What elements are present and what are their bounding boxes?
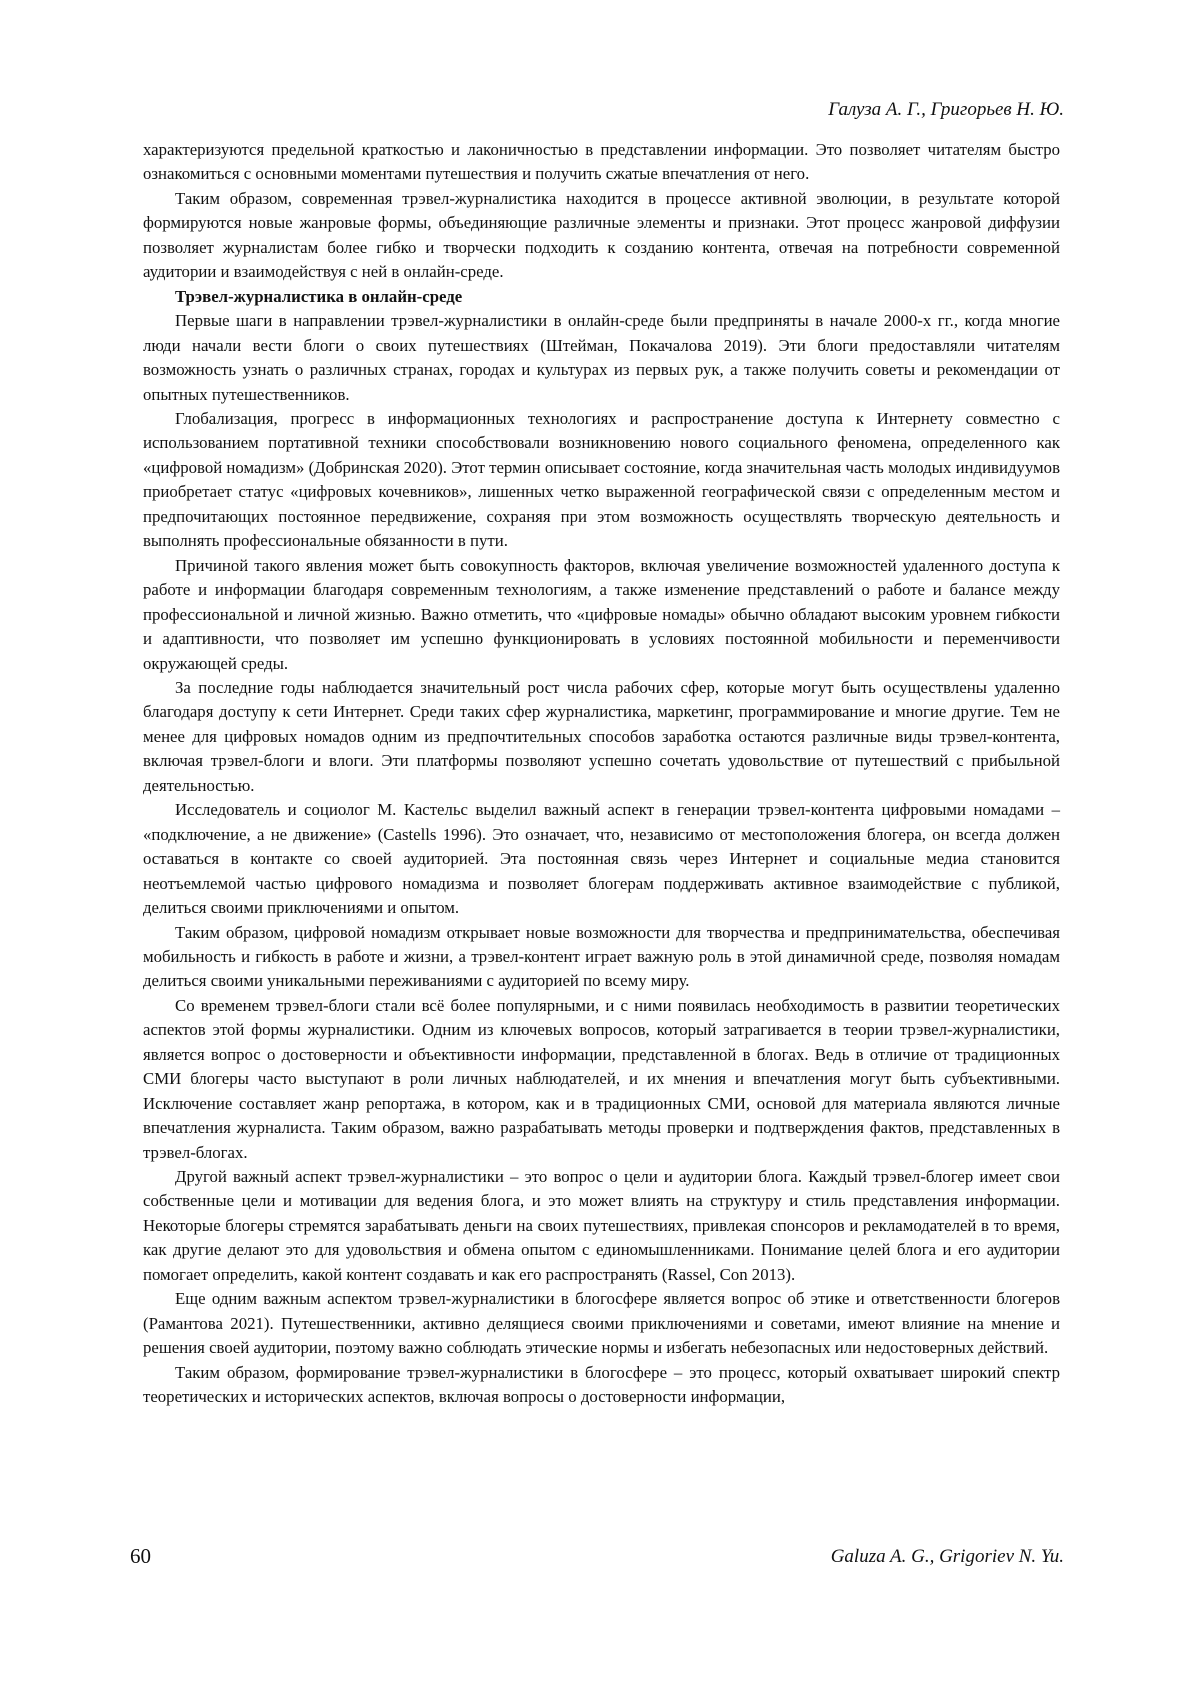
paragraph: Первые шаги в направлении трэвел-журналистики в онлайн-среде были предприняты в начале 2000-х гг., когда многие люди начали вести блоги о своих путешествиях (Штейман, Покачалова 2019). Эти блоги предоставляли читателям возможность узнать о различных странах, городах и культурах из первых рук, а также получить советы и рекомендации от опытных путешественников.	[143, 311, 1060, 404]
paragraph: Еще одним важным аспектом трэвел-журналистики в блогосфере является вопрос об этике и ответственности блогеров (Рамантова 2021). Путешественники, активно делящиеся своими приключениями и советами, имеют влияние на мнение и решения своей аудитории, поэтому важно соблюдать этические нормы и избегать небезопасных или недостоверных действий.	[143, 1289, 1060, 1358]
paragraph: За последние годы наблюдается значительный рост числа рабочих сфер, которые могут быть осуществлены удаленно благодаря доступу к сети Интернет. Среди таких сфер журналистика, маркетинг, программирование и многие другие. Тем не менее для цифровых номадов одним из предпочтительных способов заработка остаются различные виды трэвел-контента, включая трэвел-блоги и влоги. Эти платформы позволяют успешно сочетать удовольствие от путешествий с прибыльной деятельностью.	[143, 677, 1060, 795]
footer-authors: Galuza A. G., Grigoriev N. Yu.	[830, 1546, 1064, 1567]
paragraph: Глобализация, прогресс в информационных технологиях и распространение доступа к Интернету совместно с использованием портативной техники способствовали возникновению нового социального феномена, определенного как «цифровой номадизм» (Добринская 2020). Этот термин описывает состояние, когда значительная часть молодых индивидуумов приобретает статус «цифровых кочевников», лишенных четко выраженной географической связи с определенным местом и предпочитающих постоянное передвижение, сохраняя при этом возможность осуществлять творческую деятельность и выполнять профессиональные обязанности в пути.	[143, 408, 1060, 551]
paragraph: Таким образом, цифровой номадизм открывает новые возможности для творчества и предпринимательства, обеспечивая мобильность и гибкость в работе и жизни, а трэвел-контент играет важную роль в этой динамичной среде, позволяя номадам делиться своими уникальными переживаниями с аудиторией по всему миру.	[143, 922, 1060, 991]
paragraph: характеризуются предельной краткостью и лаконичностью в представлении информации. Это позволяет читателям быстро ознакомиться с основными моментами путешествия и получить сжатые впечатления от него.	[143, 140, 1060, 184]
running-head: Галуза А. Г., Григорьев Н. Ю.	[828, 99, 1064, 120]
article-body	[143, 138, 1060, 1410]
paragraph: Таким образом, современная трэвел-журналистика находится в процессе активной эволюции, в результате которой формируются новые жанровые формы, объединяющие различные элементы и признаки. Этот процесс жанровой диффузии позволяет журналистам более гибко и творчески подходить к созданию контента, отвечая на потребности современной аудитории и взаимодействуя с ней в онлайн-среде.	[143, 188, 1060, 282]
paragraph: Исследователь и социолог М. Кастельс выделил важный аспект в генерации трэвел-контента цифровыми номадами – «подключение, а не движение» (Castells 1996). Это означает, что, независимо от местоположения блогера, он всегда должен оставаться в контакте со своей аудиторией. Эта постоянная связь через Интернет и социальные медиа становится неотъемлемой частью цифрового номадизма и позволяет блогерам поддерживать активное взаимодействие с публикой, делиться своими приключениями и опытом.	[143, 800, 1060, 918]
page-number: 60	[130, 1544, 151, 1568]
paragraph: Таким образом, формирование трэвел-журналистики в блогосфере – это процесс, который охватывает широкий спектр теоретических и исторических аспектов, включая вопросы о достоверности информации,	[143, 1362, 1060, 1407]
paragraph: Другой важный аспект трэвел-журналистики – это вопрос о цели и аудитории блога. Каждый трэвел-блогер имеет свои собственные цели и мотивации для ведения блога, и это может влиять на структуру и стиль представления информации. Некоторые блогеры стремятся зарабатывать деньги на своих путешествиях, привлекая спонсоров и рекламодателей в то время, как другие делают это для удовольствия и обмена опытом с единомышленниками. Понимание целей блога и его аудитории помогает определить, какой контент создавать и как его распространять (Rassel, Con 2013).	[143, 1167, 1060, 1284]
paragraph: Причиной такого явления может быть совокупность факторов, включая увеличение возможностей удаленного доступа к работе и информации благодаря современным технологиям, а также изменение представлений о работе и балансе между профессиональной и личной жизнью. Важно отметить, что «цифровые номады» обычно обладают высоким уровнем гибкости и адаптивности, что позволяет им успешно функционировать в условиях постоянной мобильности и переменчивости окружающей среды.	[143, 555, 1060, 673]
section-heading: Трэвел-журналистика в онлайн-среде	[175, 286, 463, 306]
paragraph: Со временем трэвел-блоги стали всё более популярными, и с ними появилась необходимость в развитии теоретических аспектов этой формы журналистики. Одним из ключевых вопросов, который затрагивается в теории трэвел-журналистики, является вопрос о достоверности и объективности информации, представленной в блогах. Ведь в отличие от традиционных СМИ блогеры часто выступают в роли личных наблюдателей, и их мнения и впечатления могут быть субъективными. Исключение составляет жанр репортажа, в котором, как и в традиционных СМИ, основой для материала являются личные впечатления журналиста. Таким образом, важно разрабатывать методы проверки и подтверждения фактов, представленных в трэвел-блогах.	[143, 995, 1060, 1162]
